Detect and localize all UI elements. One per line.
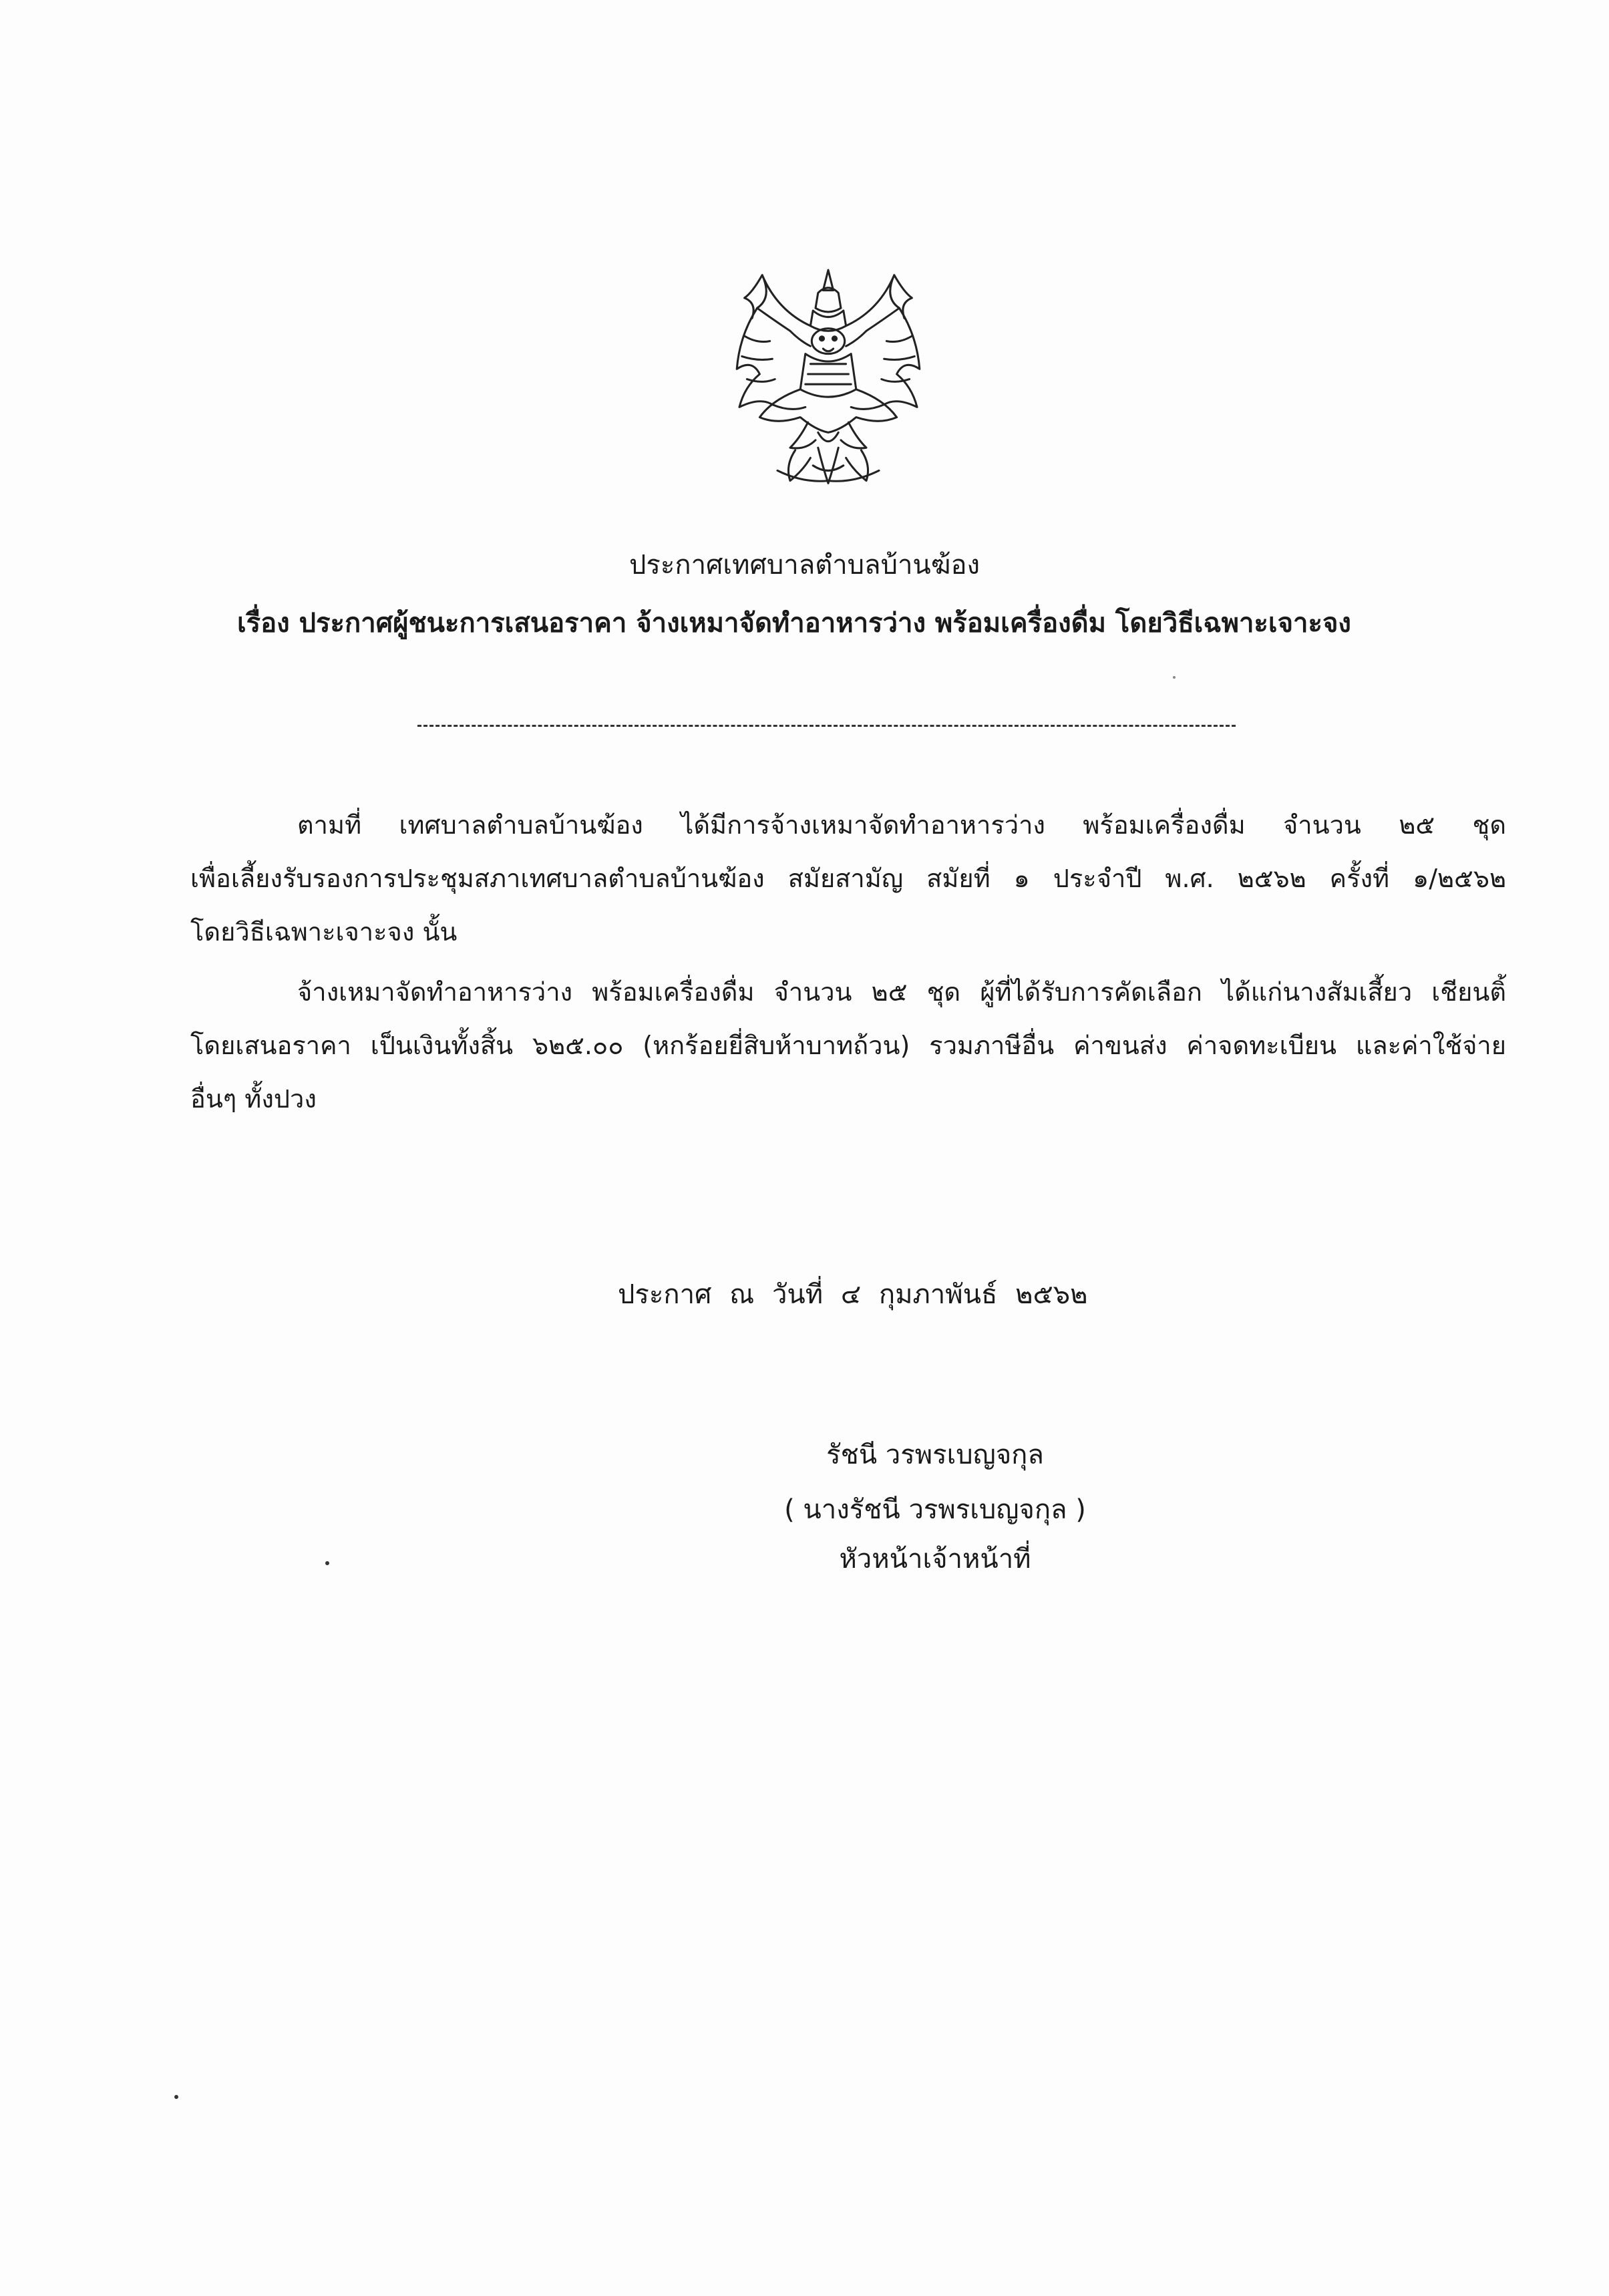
paragraph-2 xyxy=(190,965,1506,1126)
paragraph-2-line: โดยเสนอราคา เป็นเงินทั้งสิ้น ๖๒๕.๐๐ (หกร้อยยี่สิบห้าบาทถ้วน) รวมภาษีอื่น ค่าขนส่ง ค่าจดทะเบียน และค่าใช้จ่าย xyxy=(190,1031,1506,1060)
scan-speck xyxy=(174,2095,178,2099)
paragraph-1-line: เพื่อเลี้ยงรับรองการประชุมสภาเทศบาลตำบลบ้านฆ้อง สมัยสามัญ สมัยที่ ๑ ประจำปี พ.ศ. ๒๕๖๒ ครั้งที่ ๑/๒๕๖๒ xyxy=(190,864,1506,893)
dashed-separator xyxy=(417,725,1236,727)
document-title: ประกาศเทศบาลตำบลบ้านฆ้อง xyxy=(629,550,980,581)
scan-speck xyxy=(1173,676,1176,679)
scan-speck xyxy=(325,1561,329,1565)
document-subject xyxy=(237,605,1439,642)
signer-position: หัวหน้าเจ้าหน้าที่ xyxy=(839,1544,1031,1575)
printed-name: ( นางรัชนี วรพรเบญจกุล ) xyxy=(784,1494,1086,1525)
subject-text: ประกาศผู้ชนะการเสนอราคา จ้างเหมาจัดทำอาหารว่าง พร้อมเครื่องดื่ม โดยวิธีเฉพาะเจาะจง xyxy=(299,608,1351,639)
paragraph-2-line: จ้างเหมาจัดทำอาหารว่าง พร้อมเครื่องดื่ม จำนวน ๒๕ ชุด ผู้ที่ได้รับการคัดเลือก ได้แก่นางสัมเสี้ยว เชียนติ้ xyxy=(297,977,1506,1007)
paragraph-1-line: โดยวิธีเฉพาะเจาะจง นั้น xyxy=(190,917,458,947)
signature-name: รัชนี วรพรเบญจกุล xyxy=(826,1440,1044,1470)
paragraph-1-line: ตามที่ เทศบาลตำบลบ้านฆ้อง ได้มีการจ้างเหมาจัดทำอาหารว่าง พร้อมเครื่องดื่ม จำนวน ๒๕ ชุด xyxy=(297,810,1506,840)
subject-label: เรื่อง xyxy=(237,608,290,639)
paragraph-1 xyxy=(190,798,1506,959)
garuda-emblem-icon xyxy=(701,247,955,501)
announcement-date: ประกาศ ณ วันที่ ๔ กุมภาพันธ์ ๒๕๖๒ xyxy=(618,1279,1088,1310)
paragraph-2-line: อื่นๆ ทั้งปวง xyxy=(190,1084,317,1114)
